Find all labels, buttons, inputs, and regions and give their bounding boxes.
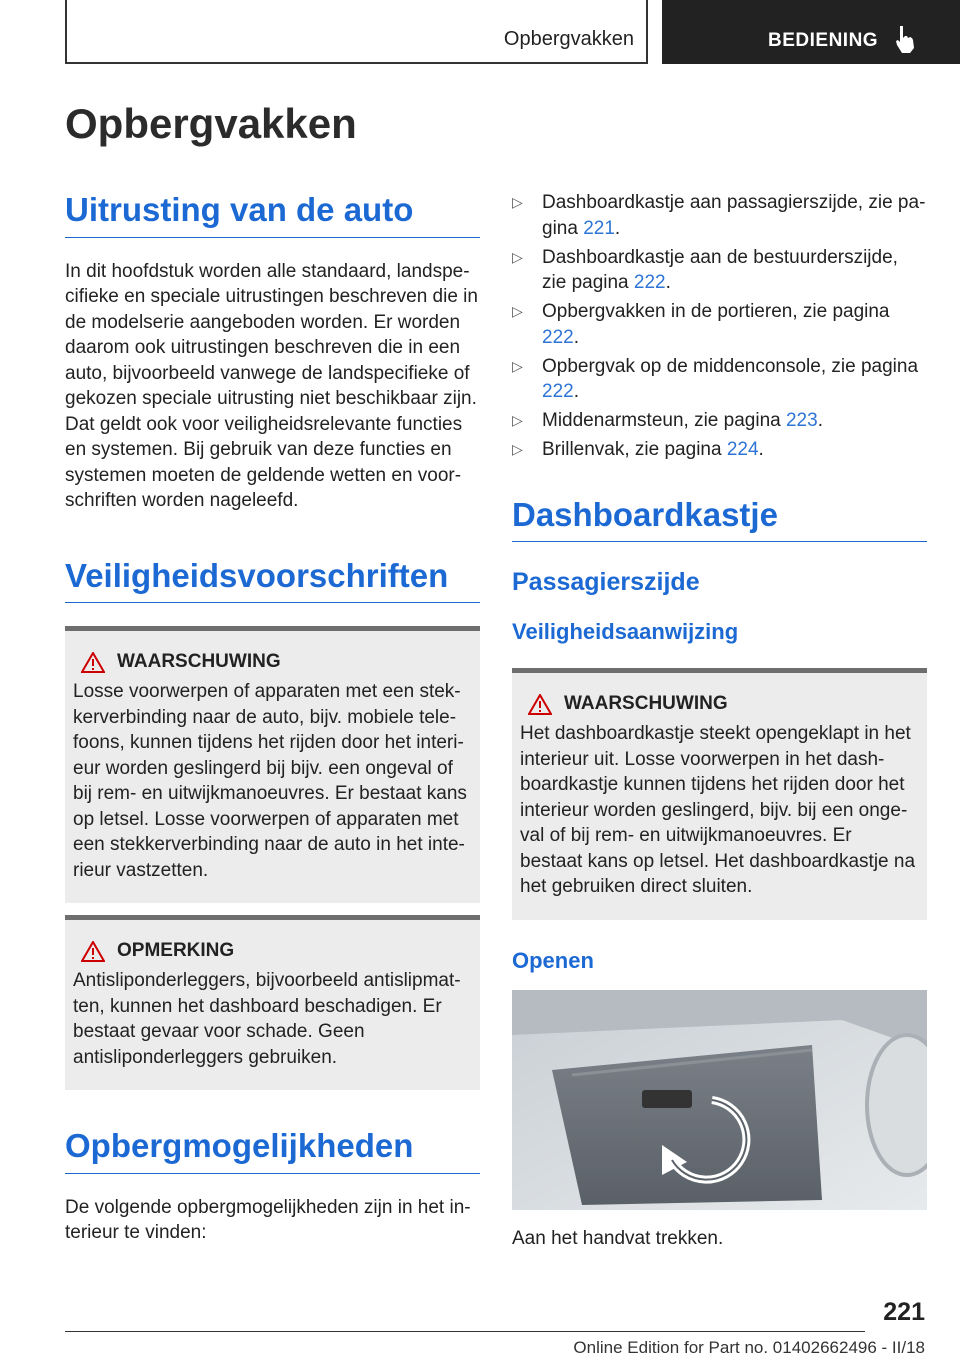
list-item: ▷ Opbergvak op de middenconsole, zie pagina 222.	[512, 355, 919, 402]
header-section-tab[interactable]	[662, 0, 960, 64]
warning-header	[73, 651, 472, 673]
header-section-label: BEDIENING	[768, 30, 879, 51]
page-link[interactable]: 222	[542, 326, 574, 348]
heading-equipment: Uitrusting van de auto	[65, 190, 480, 238]
list-item: ▷ Dashboardkastje aan passagierszijde, zie pagina 221.	[512, 192, 926, 239]
header-tab-title: Opbergvakken	[503, 28, 634, 50]
intro-paragraph: In dit hoofdstuk worden alle standaard, landspecifieke en speciale uitrustingen beschreven die in de modelserie aangeboden worden. Er worden daarom ook uitrustingen beschreven die in een auto, bijvoorbeeld vanwege de landspecifieke of gekozen speciale uitrusting niet beschikbaar zijn. Dat geldt ook voor veiligheidsrelevante functies en systemen. Bij gebruik van deze functies en systemen moeten de geldende wetten en voorschriften worden nageleefd.	[65, 260, 478, 512]
page-link[interactable]: 221	[583, 217, 615, 239]
note-title: OPMERKING	[117, 940, 235, 962]
warning-title: WAARSCHUWING	[117, 651, 281, 673]
triangle-bullet-icon: ▷	[512, 303, 523, 319]
heading-open: Openen	[512, 947, 594, 973]
image-caption: Aan het handvat trekken.	[512, 1227, 724, 1249]
heading-glovebox: Dashboardkastje	[512, 495, 927, 543]
heading-safety-notice: Veiligheidsaanwijzing	[512, 619, 739, 645]
list-item: ▷ Middenarmsteun, zie pagina 223.	[512, 408, 927, 434]
right-column	[512, 190, 927, 1251]
heading-storage-options: Opbergmogelijkheden	[65, 1126, 480, 1174]
glovebox-illustration	[512, 990, 927, 1210]
list-item: ▷ Opbergvakken in de portieren, zie pagina 222.	[512, 301, 890, 348]
warning-text: Losse voorwerpen of apparaten met een stekkerverbinding naar de auto, bijv. mobiele telefoons, kunnen tijdens het rijden door het interieur worden geslingerd bij bijv. een ongeval of bij rem- en uitwijkmanoeuvres. Er bestaat kans op letsel. Losse voorwerpen of apparaten met een stekkerverbinding naar de auto in het interieur vastzetten.	[73, 681, 467, 881]
header-chapter-tab	[65, 0, 648, 64]
outro-paragraph: De volgende opbergmogelijkheden zijn in het interieur te vinden:	[65, 1196, 471, 1244]
page-title: Opbergvakken	[65, 100, 357, 147]
warning-triangle-icon	[81, 941, 105, 962]
pointing-hand-icon	[894, 24, 916, 54]
list-item: ▷ Dashboardkastje aan de bestuurderszijde, zie pagina 222.	[512, 246, 898, 293]
heading-safety: Veiligheidsvoorschriften	[65, 556, 480, 604]
footer-edition: Online Edition for Part no. 01402662496 - II/18	[573, 1338, 925, 1357]
note-box-anti-slip	[65, 915, 480, 1090]
list-item: ▷ Brillenvak, zie pagina 224.	[512, 437, 927, 463]
warning-triangle-icon	[528, 694, 552, 715]
page-link[interactable]: 222	[633, 272, 666, 293]
left-column	[65, 190, 480, 1246]
storage-list	[512, 190, 927, 463]
warning-text: Het dashboardkastje steekt opengeklapt in het interieur uit. Losse voorwerpen in het dashboardkastje kunnen tijdens het rijden door het interieur worden geslingerd, bijv. bij een ongeval of bij rem- en uitwijkmanoeuvres. Er bestaat kans op letsel. Het dashboardkastje na het gebruiken direct sluiten.	[520, 723, 916, 898]
page-number: 221	[883, 1298, 925, 1326]
page-link[interactable]: 224	[726, 439, 759, 460]
page-link[interactable]: 223	[785, 410, 818, 431]
warning-box-loose-objects	[65, 626, 480, 903]
triangle-bullet-icon: ▷	[512, 248, 523, 265]
note-text: Antisliponderleggers, bijvoorbeeld antislipmatten, kunnen het dashboard beschadigen. Er bestaat gevaar voor schade. Geen antisliponderleggers gebruiken.	[73, 970, 461, 1068]
warning-box-glovebox	[512, 668, 927, 920]
page-link[interactable]: 222	[542, 381, 574, 402]
heading-passenger-side: Passagierszijde	[512, 568, 700, 597]
note-header	[73, 940, 472, 962]
footer-divider	[65, 1331, 865, 1332]
triangle-bullet-icon: ▷	[512, 412, 523, 428]
triangle-bullet-icon: ▷	[512, 194, 523, 210]
warning-triangle-icon	[81, 652, 105, 673]
warning-header	[520, 693, 919, 715]
triangle-bullet-icon: ▷	[512, 441, 523, 457]
triangle-bullet-icon: ▷	[512, 357, 523, 374]
warning-title: WAARSCHUWING	[564, 693, 728, 715]
